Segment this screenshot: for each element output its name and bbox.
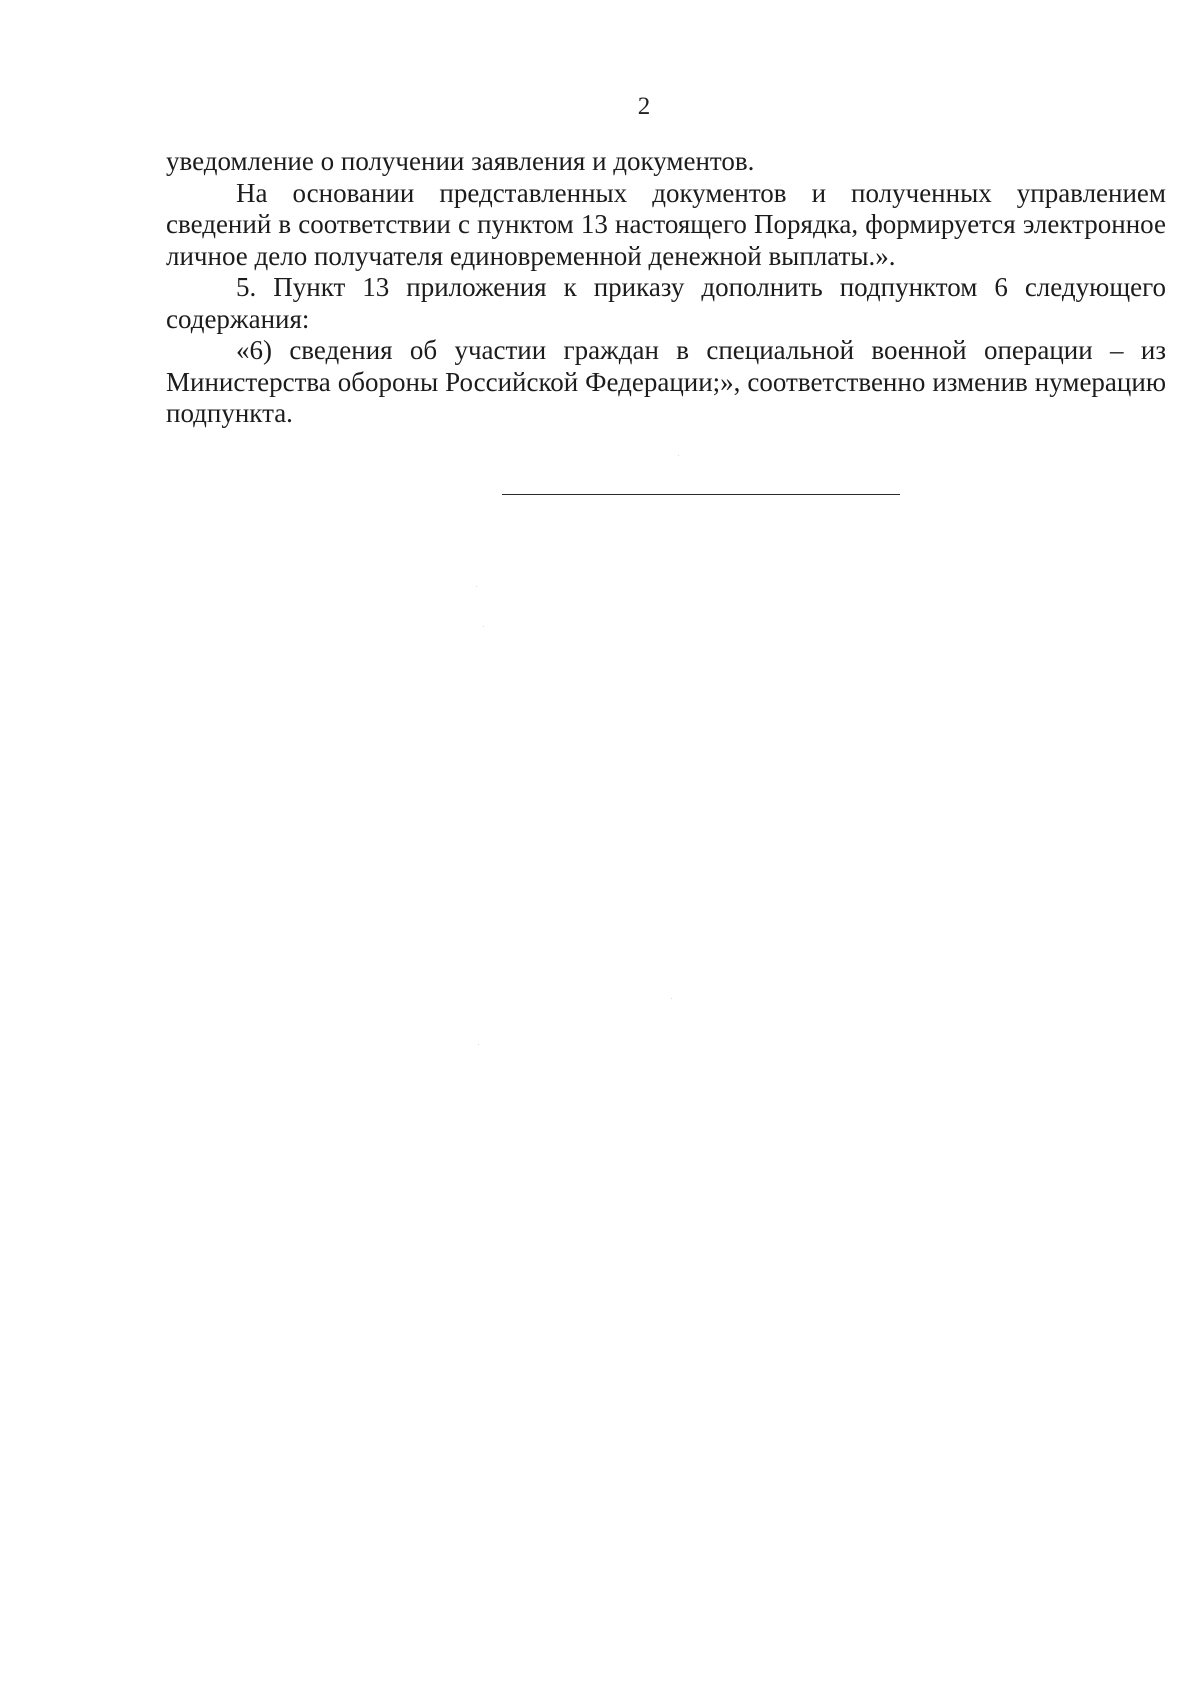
end-of-text-rule: [502, 494, 900, 495]
scan-speck: [476, 586, 477, 587]
scan-speck: [478, 1044, 479, 1045]
page-number: 2: [637, 93, 651, 120]
paragraph-item-5: 5. Пункт 13 приложения к приказу дополнить подпунктом 6 следующего содержания:: [166, 272, 1166, 334]
paragraph-continuation: уведомление о получении заявления и документов.: [166, 146, 755, 176]
scan-speck: [671, 998, 672, 999]
paragraph-subitem-6: «6) сведения об участии граждан в специальной военной операции – из Министерства обороны Российской Федерации;», соответственно изменив нумерацию подпункта.: [166, 335, 1166, 428]
scan-speck: [483, 626, 484, 627]
document-body: [166, 146, 1166, 430]
scan-speck: [678, 455, 679, 456]
paragraph-personal-file: На основании представленных документов и полученных управлением сведений в соответствии с пунктом 13 настоящего Порядка, формируется электронное личное дело получателя единовременной денежной выплаты.».: [166, 177, 1166, 271]
